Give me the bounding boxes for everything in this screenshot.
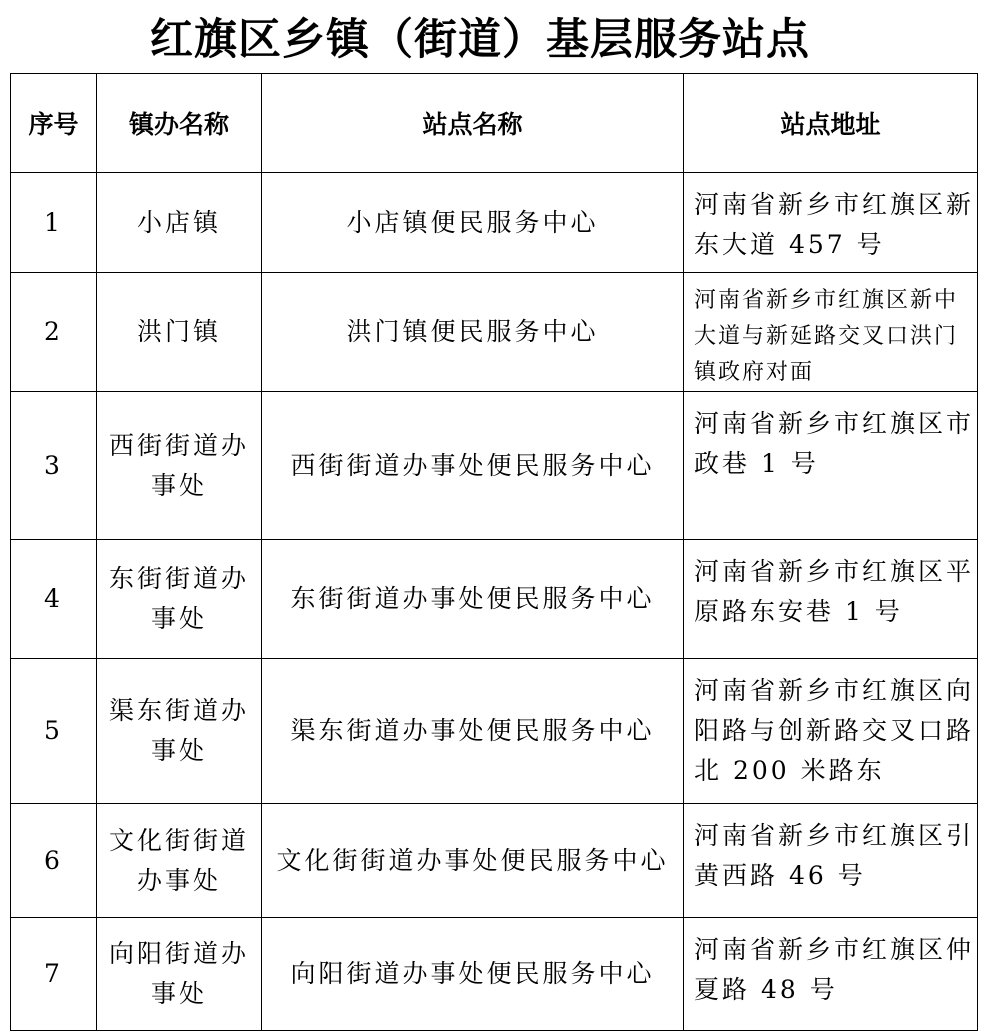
header-address: 站点地址 [684, 74, 978, 173]
table-row [11, 273, 978, 392]
header-station: 站点名称 [262, 74, 684, 173]
cell-station: 西街街道办事处便民服务中心 [262, 392, 684, 540]
cell-seq: 1 [11, 173, 97, 273]
table-row [11, 392, 978, 540]
cell-seq: 4 [11, 540, 97, 659]
table-row [11, 659, 978, 804]
service-stations-table [10, 73, 978, 1031]
cell-address: 河南省新乡市红旗区新东大道 457 号 [684, 173, 978, 273]
table-row [11, 804, 978, 918]
cell-town: 西街街道办事处 [97, 392, 262, 540]
cell-seq: 2 [11, 273, 97, 392]
cell-seq: 3 [11, 392, 97, 540]
page-title: 红旗区乡镇（街道）基层服务站点 [150, 15, 810, 65]
cell-town: 文化街街道办事处 [97, 804, 262, 918]
cell-town: 渠东街道办事处 [97, 659, 262, 804]
cell-address: 河南省新乡市红旗区平原路东安巷 1 号 [684, 540, 978, 659]
cell-address: 河南省新乡市红旗区新中大道与新延路交叉口洪门镇政府对面 [684, 273, 978, 392]
cell-town: 小店镇 [97, 173, 262, 273]
table-row [11, 540, 978, 659]
table-header-row [11, 74, 978, 173]
cell-station: 洪门镇便民服务中心 [262, 273, 684, 392]
table-row [11, 918, 978, 1031]
cell-town: 洪门镇 [97, 273, 262, 392]
cell-address: 河南省新乡市红旗区引黄西路 46 号 [684, 804, 978, 918]
cell-address: 河南省新乡市红旗区市政巷 1 号 [684, 392, 978, 540]
cell-station: 小店镇便民服务中心 [262, 173, 684, 273]
cell-station: 向阳街道办事处便民服务中心 [262, 918, 684, 1031]
cell-station: 渠东街道办事处便民服务中心 [262, 659, 684, 804]
cell-station: 东街街道办事处便民服务中心 [262, 540, 684, 659]
cell-seq: 7 [11, 918, 97, 1031]
cell-seq: 5 [11, 659, 97, 804]
cell-seq: 6 [11, 804, 97, 918]
header-seq: 序号 [11, 74, 97, 173]
cell-address: 河南省新乡市红旗区仲夏路 48 号 [684, 918, 978, 1031]
table-row [11, 173, 978, 273]
cell-station: 文化街街道办事处便民服务中心 [262, 804, 684, 918]
cell-town: 东街街道办事处 [97, 540, 262, 659]
cell-address: 河南省新乡市红旗区向阳路与创新路交叉口路北 200 米路东 [684, 659, 978, 804]
header-town: 镇办名称 [97, 74, 262, 173]
cell-town: 向阳街道办事处 [97, 918, 262, 1031]
